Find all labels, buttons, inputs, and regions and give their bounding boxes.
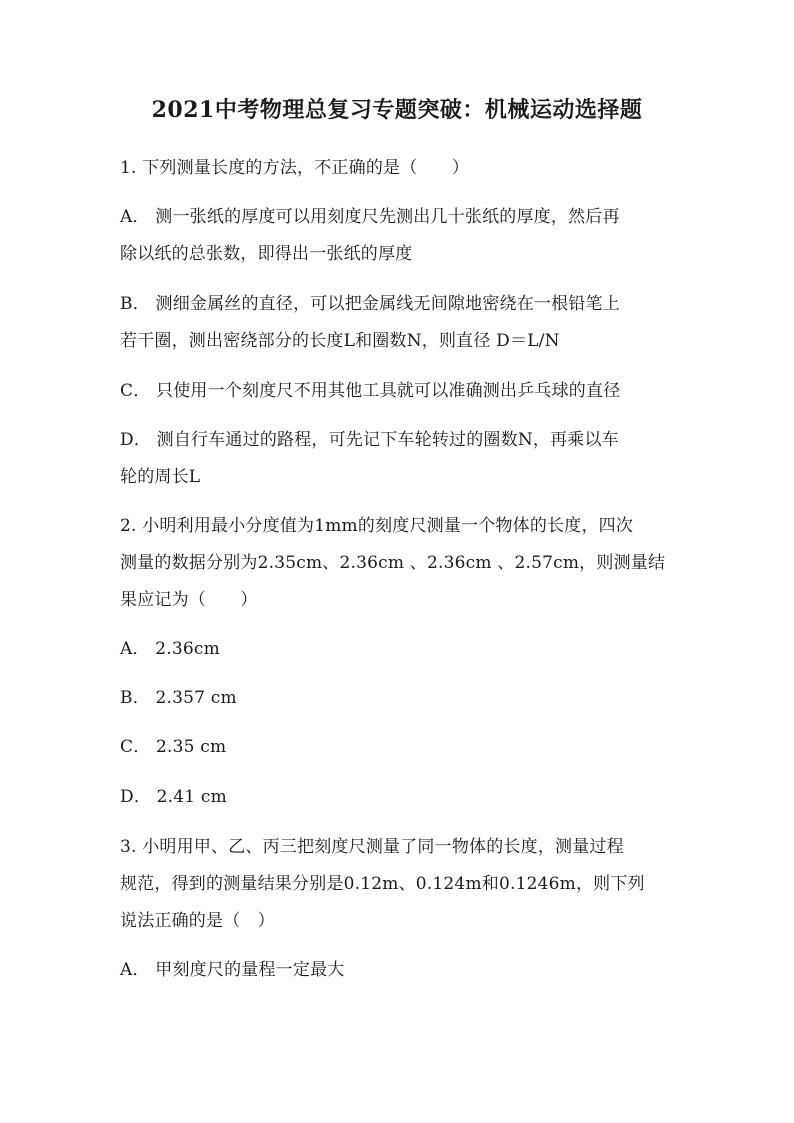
q2-option-b: B． 2.357 cm xyxy=(120,688,237,708)
q3-stem-line-1: 3. 小明用甲、乙、丙三把刻度尺测量了同一物体的长度，测量过程 xyxy=(120,837,624,857)
q2-stem-line-2: 测量的数据分别为2.35cm、2.36cm 、2.36cm 、2.57cm，则测量结 xyxy=(120,553,666,573)
q2-option-a: A． 2.36cm xyxy=(120,639,220,659)
q1-option-a-line-1: A． 测一张纸的厚度可以用刻度尺先测出几十张纸的厚度，然后再 xyxy=(120,207,620,227)
q3-stem-line-2: 规范，得到的测量结果分别是0.12m、0.124m和0.1246m，则下列 xyxy=(120,874,645,894)
q1-option-a-line-2: 除以纸的总张数，即得出一张纸的厚度 xyxy=(120,244,413,264)
q1-option-d-line-1: D． 测自行车通过的路程，可先记下车轮转过的圈数N，再乘以车 xyxy=(120,430,619,450)
q2-option-c: C． 2.35 cm xyxy=(120,737,227,757)
q1-option-b-line-1: B． 测细金属丝的直径，可以把金属线无间隙地密绕在一根铅笔上 xyxy=(120,294,620,314)
q2-option-d: D． 2.41 cm xyxy=(120,787,227,807)
q3-option-a: A． 甲刻度尺的量程一定最大 xyxy=(120,960,345,980)
q2-stem-line-3: 果应记为（ ） xyxy=(120,590,258,610)
q3-stem-line-3: 说法正确的是（ ） xyxy=(120,911,275,931)
q1-option-c-line-1: C． 只使用一个刻度尺不用其他工具就可以准确测出乒乓球的直径 xyxy=(120,381,621,401)
q1-option-b-line-2: 若干圈，测出密绕部分的长度L和圈数N，则直径 D＝L/N xyxy=(120,331,560,351)
q1-option-d-line-2: 轮的周长L xyxy=(120,467,201,487)
document-title: 2021中考物理总复习专题突破：机械运动选择题 xyxy=(151,97,643,123)
q1-stem-line-1: 1. 下列测量长度的方法，不正确的是（ ） xyxy=(120,158,470,178)
q2-stem-line-1: 2. 小明利用最小分度值为1mm的刻度尺测量一个物体的长度，四次 xyxy=(120,516,634,536)
